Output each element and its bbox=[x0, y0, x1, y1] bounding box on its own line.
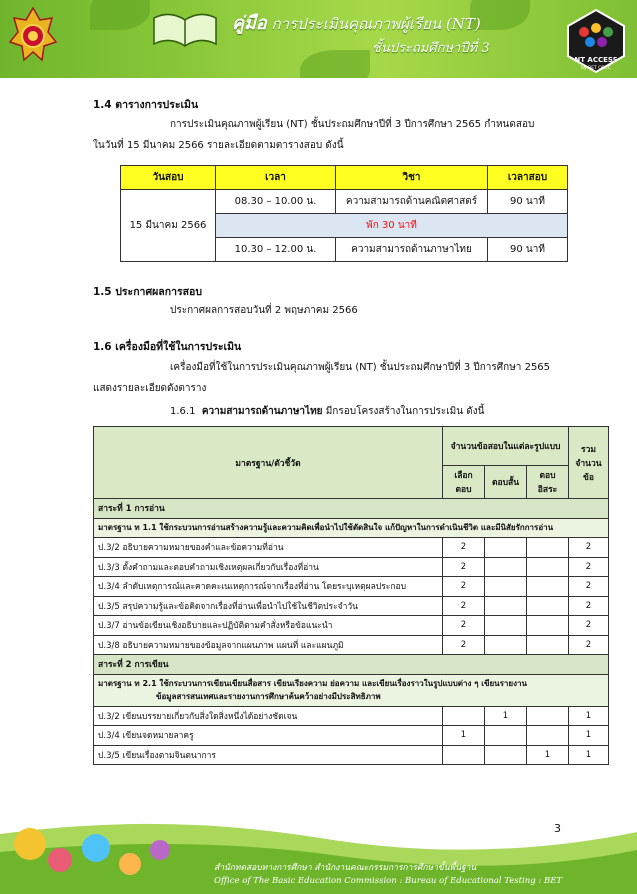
standard-row bbox=[94, 518, 609, 538]
assessment-structure-table bbox=[93, 426, 609, 765]
indicator-cell: ป.3/4 ลำดับเหตุการณ์และคาดคะเนเหตุการณ์จากเรื่องที่อ่าน โดยระบุเหตุผลประกอบ bbox=[94, 577, 443, 597]
break-cell: พัก 30 นาที bbox=[216, 214, 568, 238]
short-answer-count-cell bbox=[485, 726, 527, 746]
standard-cell bbox=[94, 674, 609, 706]
table-row bbox=[94, 538, 609, 558]
column-header: วิชา bbox=[336, 166, 488, 190]
short-answer-count-cell bbox=[485, 635, 527, 655]
leaf-decoration bbox=[90, 0, 150, 30]
subsection-rest: มีกรอบโครงสร้างในการประเมิน ดังนี้ bbox=[325, 406, 485, 417]
standard-row bbox=[94, 674, 609, 706]
indicator-cell: ป.3/2 เขียนบรรยายเกี่ยวกับสิ่งใดสิ่งหนึ่งได้อย่างชัดเจน bbox=[94, 706, 443, 726]
footer-org-english: Office of The Basic Education Commission : Bureau of Educational Testing : BET bbox=[214, 876, 563, 886]
strand-cell: สาระที่ 2 การเขียน bbox=[94, 655, 609, 675]
total-count-cell: 2 bbox=[569, 596, 609, 616]
total-count-cell: 2 bbox=[569, 635, 609, 655]
column-header: มาตรฐาน/ตัวชี้วัด bbox=[94, 427, 443, 499]
header-subtitle: ชั้นประถมศึกษาปีที่ 3 bbox=[372, 41, 490, 56]
page-header bbox=[0, 0, 637, 78]
column-header: ตอบอิสระ bbox=[527, 466, 569, 499]
section-heading-1-5: 1.5 ประกาศผลการสอบ bbox=[93, 286, 202, 298]
open-ended-count-cell bbox=[527, 706, 569, 726]
multiple-choice-count-cell: 2 bbox=[443, 616, 485, 636]
subsection-number: 1.6.1 bbox=[170, 406, 196, 417]
indicator-cell: ป.3/5 สรุปความรู้และข้อคิดจากเรื่องที่อ่านเพื่อนำไปใช้ในชีวิตประจำวัน bbox=[94, 596, 443, 616]
paragraph-line: ในวันที่ 15 มีนาคม 2566 รายละเอียดตามตารางสอบ ดังนี้ bbox=[93, 140, 344, 151]
paragraph-line: การประเมินคุณภาพผู้เรียน (NT) ชั้นประถมศึกษาปีที่ 3 ปีการศึกษา 2565 กำหนดสอบ bbox=[170, 119, 535, 130]
column-header: จำนวนข้อสอบในแต่ละรูปแบบ bbox=[443, 427, 569, 466]
time-cell: 08.30 – 10.00 น. bbox=[216, 190, 336, 214]
duration-cell: 90 นาที bbox=[488, 238, 568, 262]
open-ended-count-cell bbox=[527, 616, 569, 636]
strand-row bbox=[94, 655, 609, 675]
column-header: วันสอบ bbox=[121, 166, 216, 190]
table-row bbox=[121, 190, 568, 214]
nt-access-logo-icon bbox=[563, 8, 629, 74]
multiple-choice-count-cell: 2 bbox=[443, 635, 485, 655]
open-book-icon bbox=[150, 10, 220, 54]
standard-cell: มาตรฐาน ท 1.1 ใช้กระบวนการอ่านสร้างความรู้และความคิดเพื่อนำไปใช้ตัดสินใจ แก้ปัญหาในการดำเนินชีวิต และมีนิสัยรักการอ่าน bbox=[94, 518, 609, 538]
header-title-bold: คู่มือ bbox=[232, 13, 267, 34]
short-answer-count-cell bbox=[485, 596, 527, 616]
table-row bbox=[94, 635, 609, 655]
header-title bbox=[232, 8, 481, 37]
subject-cell: ความสามารถด้านคณิตศาสตร์ bbox=[336, 190, 488, 214]
open-ended-count-cell bbox=[527, 635, 569, 655]
multiple-choice-count-cell: 1 bbox=[443, 726, 485, 746]
total-count-cell: 2 bbox=[569, 616, 609, 636]
multiple-choice-count-cell bbox=[443, 745, 485, 765]
table-row bbox=[94, 596, 609, 616]
section-heading-1-4: 1.4 ตารางการประเมิน bbox=[93, 99, 199, 111]
column-header: รวมจำนวนข้อ bbox=[569, 427, 609, 499]
section-heading-1-6: 1.6 เครื่องมือที่ใช้ในการประเมิน bbox=[93, 341, 242, 353]
total-count-cell: 1 bbox=[569, 745, 609, 765]
header-title-rest: การประเมินคุณภาพผู้เรียน (NT) bbox=[271, 15, 481, 33]
multiple-choice-count-cell: 2 bbox=[443, 596, 485, 616]
open-ended-count-cell bbox=[527, 596, 569, 616]
open-ended-count-cell bbox=[527, 557, 569, 577]
standard-line: มาตรฐาน ท 2.1 ใช้กระบวนการเขียนเขียนสื่อสาร เขียนเรียงความ ย่อความ และเขียนเรื่องราวในรูปแบบต่าง ๆ เขียนรายงาน bbox=[98, 678, 527, 688]
indicator-cell: ป.3/7 อ่านข้อเขียนเชิงอธิบายและปฏิบัติตามคำสั่งหรือข้อแนะนำ bbox=[94, 616, 443, 636]
nt-logo-subtext: by BET OBEC bbox=[581, 66, 611, 71]
short-answer-count-cell bbox=[485, 745, 527, 765]
table-row bbox=[94, 557, 609, 577]
table-row bbox=[94, 745, 609, 765]
page-number: 3 bbox=[554, 822, 561, 835]
table-row bbox=[94, 726, 609, 746]
strand-row bbox=[94, 499, 609, 519]
paragraph-line: แสดงรายละเอียดดังตาราง bbox=[93, 383, 207, 394]
total-count-cell: 1 bbox=[569, 726, 609, 746]
indicator-cell: ป.3/3 ตั้งคำถามและตอบคำถามเชิงเหตุผลเกี่ยวกับเรื่องที่อ่าน bbox=[94, 557, 443, 577]
ministry-emblem-icon bbox=[8, 6, 58, 66]
indicator-cell: ป.3/4 เขียนจดหมายลาครู bbox=[94, 726, 443, 746]
multiple-choice-count-cell: 2 bbox=[443, 557, 485, 577]
standard-line: ข้อมูลสารสนเทศและรายงานการศึกษาค้นคว้าอย่างมีประสิทธิภาพ bbox=[156, 692, 381, 702]
multiple-choice-count-cell: 2 bbox=[443, 577, 485, 597]
multiple-choice-count-cell bbox=[443, 706, 485, 726]
paragraph-line: เครื่องมือที่ใช้ในการประเมินคุณภาพผู้เรียน (NT) ชั้นประถมศึกษาปีที่ 3 ปีการศึกษา 2565 bbox=[170, 362, 551, 373]
table-row bbox=[94, 616, 609, 636]
column-header: เวลา bbox=[216, 166, 336, 190]
exam-schedule-table bbox=[120, 165, 568, 262]
open-ended-count-cell bbox=[527, 726, 569, 746]
open-ended-count-cell: 1 bbox=[527, 745, 569, 765]
table-row bbox=[94, 706, 609, 726]
total-count-cell: 2 bbox=[569, 557, 609, 577]
indicator-cell: ป.3/5 เขียนเรื่องตามจินตนาการ bbox=[94, 745, 443, 765]
exam-date-cell: 15 มีนาคม 2566 bbox=[121, 190, 216, 262]
paragraph-line: ประกาศผลการสอบวันที่ 2 พฤษภาคม 2566 bbox=[170, 305, 358, 316]
subsection-title: ความสามารถด้านภาษาไทย bbox=[201, 406, 323, 417]
column-header: เลือกตอบ bbox=[443, 466, 485, 499]
nt-logo-text: NT ACCESS bbox=[574, 56, 618, 64]
time-cell: 10.30 – 12.00 น. bbox=[216, 238, 336, 262]
footer-org-thai: สำนักทดสอบทางการศึกษา สำนักงานคณะกรรมการการศึกษาขั้นพื้นฐาน bbox=[214, 863, 477, 873]
indicator-rows-writing bbox=[94, 706, 609, 765]
leaf-decoration bbox=[300, 50, 370, 78]
table-header-row bbox=[94, 427, 609, 466]
column-header: ตอบสั้น bbox=[485, 466, 527, 499]
strand-cell: สาระที่ 1 การอ่าน bbox=[94, 499, 609, 519]
indicator-rows-reading bbox=[94, 538, 609, 655]
short-answer-count-cell bbox=[485, 577, 527, 597]
column-header: เวลาสอบ bbox=[488, 166, 568, 190]
short-answer-count-cell bbox=[485, 616, 527, 636]
short-answer-count-cell bbox=[485, 557, 527, 577]
duration-cell: 90 นาที bbox=[488, 190, 568, 214]
short-answer-count-cell: 1 bbox=[485, 706, 527, 726]
total-count-cell: 2 bbox=[569, 577, 609, 597]
subsection-heading bbox=[170, 404, 484, 419]
open-ended-count-cell bbox=[527, 577, 569, 597]
subject-cell: ความสามารถด้านภาษาไทย bbox=[336, 238, 488, 262]
indicator-cell: ป.3/2 อธิบายความหมายของคำและข้อความที่อ่าน bbox=[94, 538, 443, 558]
open-ended-count-cell bbox=[527, 538, 569, 558]
indicator-cell: ป.3/8 อธิบายความหมายของข้อมูลจากแผนภาพ แผนที่ และแผนภูมิ bbox=[94, 635, 443, 655]
table-row bbox=[94, 577, 609, 597]
multiple-choice-count-cell: 2 bbox=[443, 538, 485, 558]
total-count-cell: 1 bbox=[569, 706, 609, 726]
short-answer-count-cell bbox=[485, 538, 527, 558]
total-count-cell: 2 bbox=[569, 538, 609, 558]
table-header-row bbox=[121, 166, 568, 190]
